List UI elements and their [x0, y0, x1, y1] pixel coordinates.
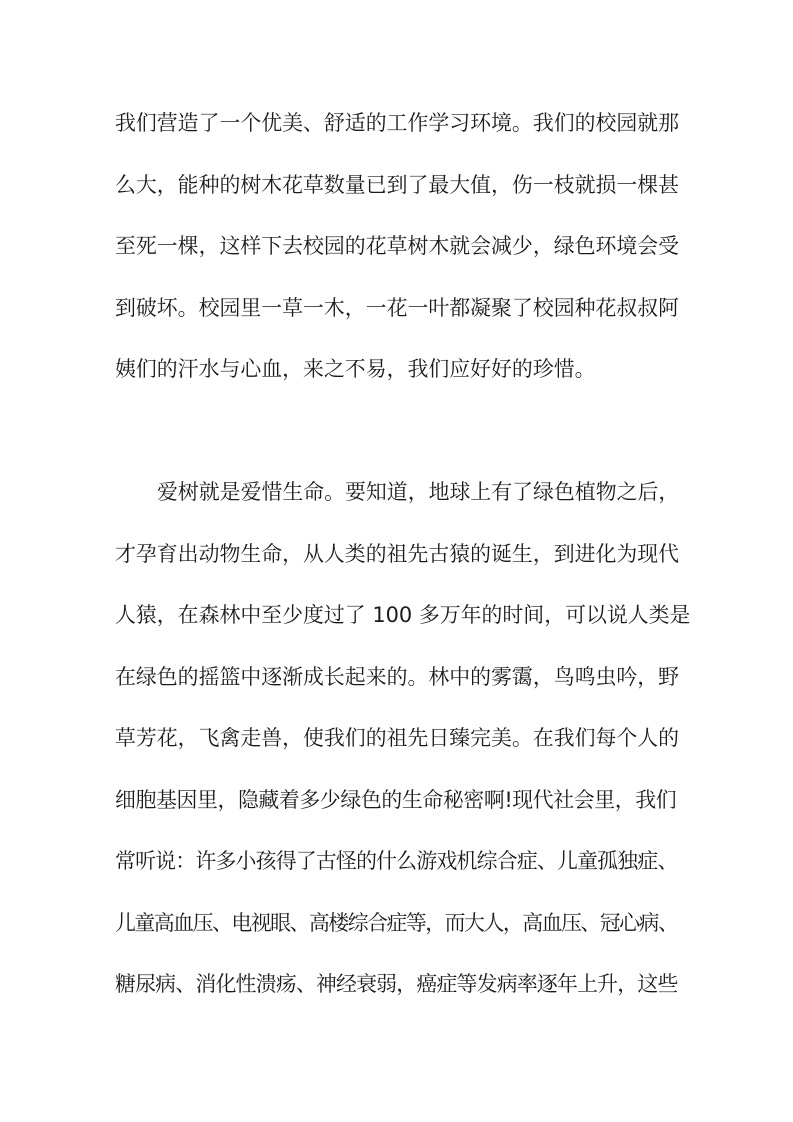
text-line-p2-2: 才孕育出动物生命，从人类的祖先古猿的诞生，到进化为现代	[115, 541, 680, 566]
text-line-p2-8: 儿童高血压、电视眼、高楼综合症等，而大人，高血压、冠心病、	[115, 910, 678, 935]
paragraph-1	[115, 93, 679, 401]
text-line-p1-3: 至死一棵，这样下去校园的花草树木就会减少，绿色环境会受	[115, 234, 680, 258]
document-body	[115, 93, 691, 1016]
paragraph-2	[115, 462, 691, 1016]
text-line-p1-2: 么大，能种的树木花草数量已到了最大值，伤一枝就损一棵甚	[115, 172, 680, 197]
text-line-p2-7: 常听说：许多小孩得了古怪的什么游戏机综合症、儿童孤独症、	[115, 849, 678, 873]
text-line-p2-5: 草芳花，飞禽走兽，使我们的祖先日臻完美。在我们每个人的	[115, 726, 680, 750]
text-line-p2-1: 爱树就是爱惜生命。要知道，地球上有了绿色植物之后，	[157, 480, 680, 504]
text-line-p2-6: 细胞基因里，隐藏着多少绿色的生命秘密啊!现代社会里，我们	[115, 787, 677, 812]
text-line-p1-4: 到破坏。校园里一草一木，一花一叶都凝聚了校园种花叔叔阿	[115, 295, 680, 320]
text-line-p2-9: 糖尿病、消化性溃疡、神经衰弱，癌症等发病率逐年上升，这些	[115, 972, 678, 996]
text-line-p2-3: 人猿，在森林中至少度过了 100 多万年的时间，可以说人类是	[115, 603, 691, 627]
text-line-p1-1: 我们营造了一个优美、舒适的工作学习环境。我们的校园就那	[115, 111, 680, 135]
text-line-p2-4: 在绿色的摇篮中逐渐成长起来的。林中的雾霭，鸟鸣虫吟，野	[115, 664, 680, 689]
text-line-p1-5: 姨们的汗水与心血，来之不易，我们应好好的珍惜。	[115, 357, 596, 381]
